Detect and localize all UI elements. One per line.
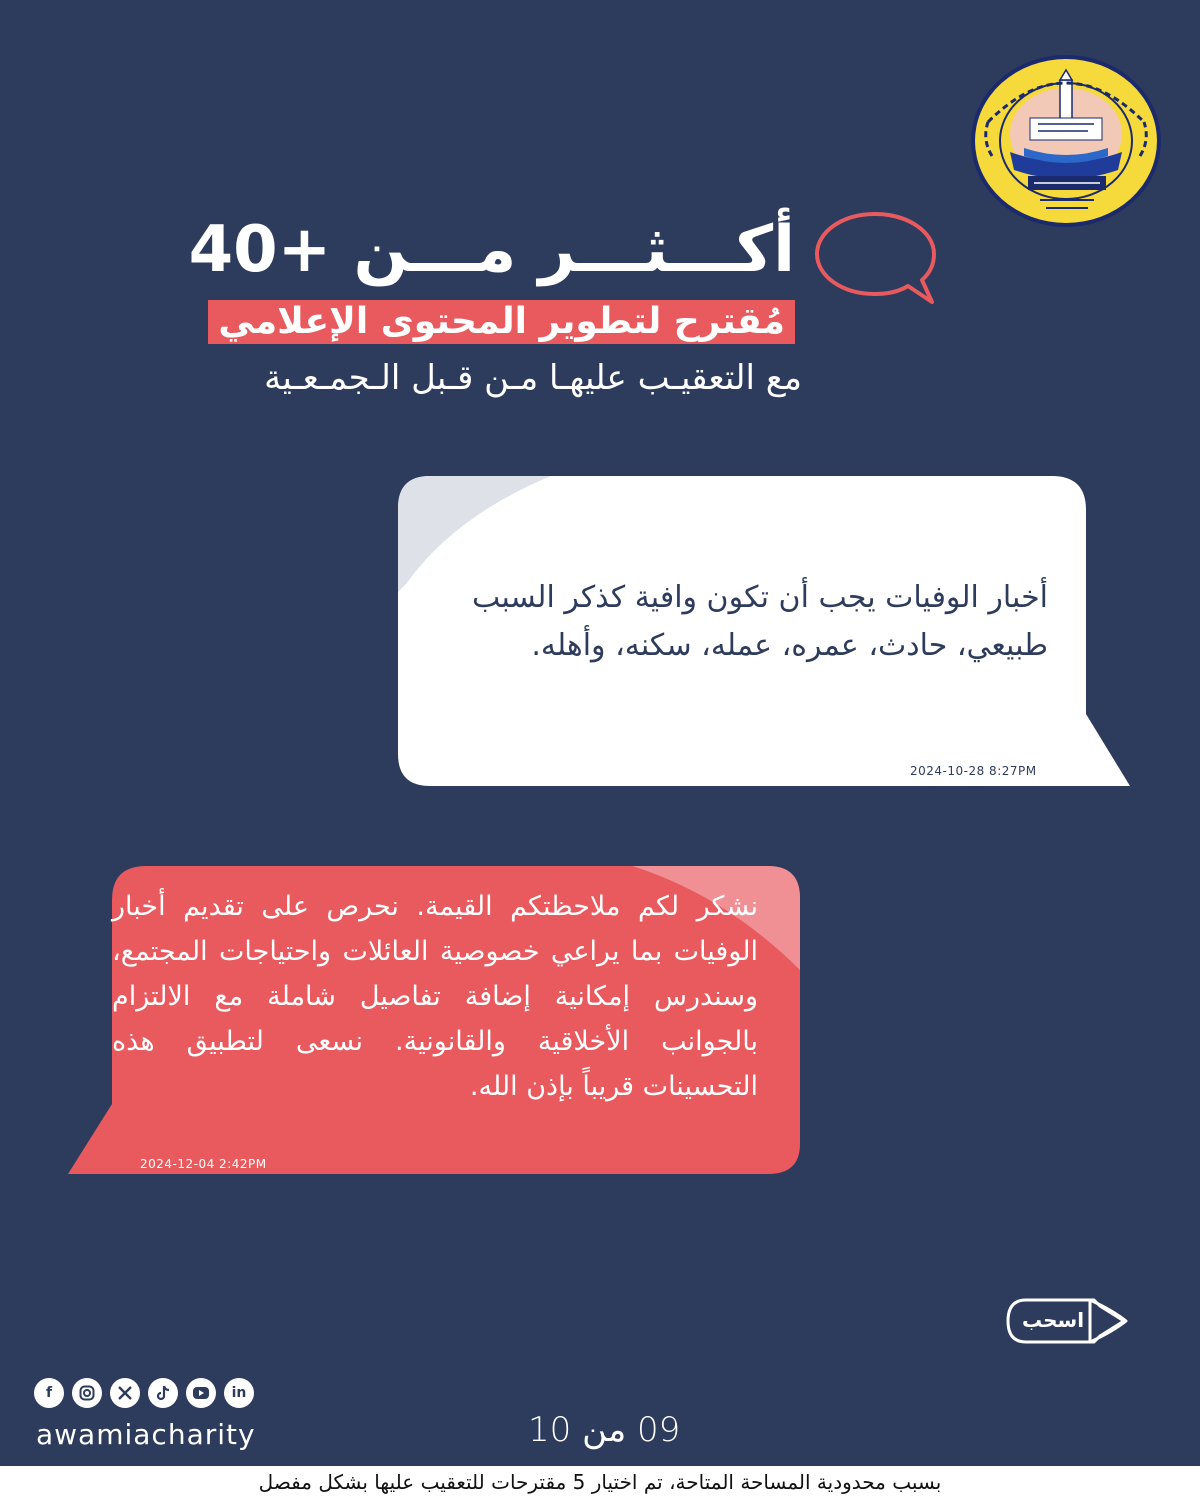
reply-message-timestamp: 2024-12-04 2:42PM	[140, 1157, 267, 1171]
swipe-label[interactable]: اسحب	[1021, 1308, 1085, 1332]
page-counter: 09 من 10	[528, 1410, 681, 1450]
youtube-icon[interactable]	[186, 1378, 216, 1408]
x-icon[interactable]	[110, 1378, 140, 1408]
headline-number: 40+	[188, 213, 332, 287]
reply-message-text: نشكر لكم ملاحظتكم القيمة. نحرص على تقديم أخبار الوفيات بما يراعي خصوصية العائلات واحتياجات المجتمع، وسندرس إمكانية إضافة تفاصيل شاملة مع الالتزام بالجوانب الأخلاقية والقانونية. نسعى لتطبيق هذه التحسينات قريباً بإذن الله.	[112, 891, 758, 1102]
footer-note: بسبب محدودية المساحة المتاحة، تم اختيار 5 مقترحات للتعقيب عليها بشكل مفصل	[258, 1470, 942, 1494]
headline-word: أكـــثـــر مـــن	[353, 213, 795, 287]
social-links	[34, 1378, 254, 1408]
tiktok-icon[interactable]	[148, 1378, 178, 1408]
linkedin-icon[interactable]: in	[224, 1378, 254, 1408]
headline	[189, 214, 795, 288]
user-message-text: أخبار الوفيات يجب أن تكون وافية كذكر السبب طبيعي، حادث، عمره، عمله، سكنه، وأهله.	[472, 580, 1048, 663]
social-handle: awamiacharity	[36, 1418, 256, 1451]
subline: مع التعقيـب عليهـا مـن قـبل الـجمـعـية	[264, 358, 802, 398]
highlight-banner: مُقترح لتطوير المحتوى الإعلامي	[208, 300, 795, 344]
facebook-icon[interactable]: f	[34, 1378, 64, 1408]
speech-bubble-icon	[812, 210, 938, 308]
association-logo	[968, 52, 1164, 230]
instagram-icon[interactable]	[72, 1378, 102, 1408]
user-message-timestamp: 2024-10-28 8:27PM	[910, 764, 1037, 778]
